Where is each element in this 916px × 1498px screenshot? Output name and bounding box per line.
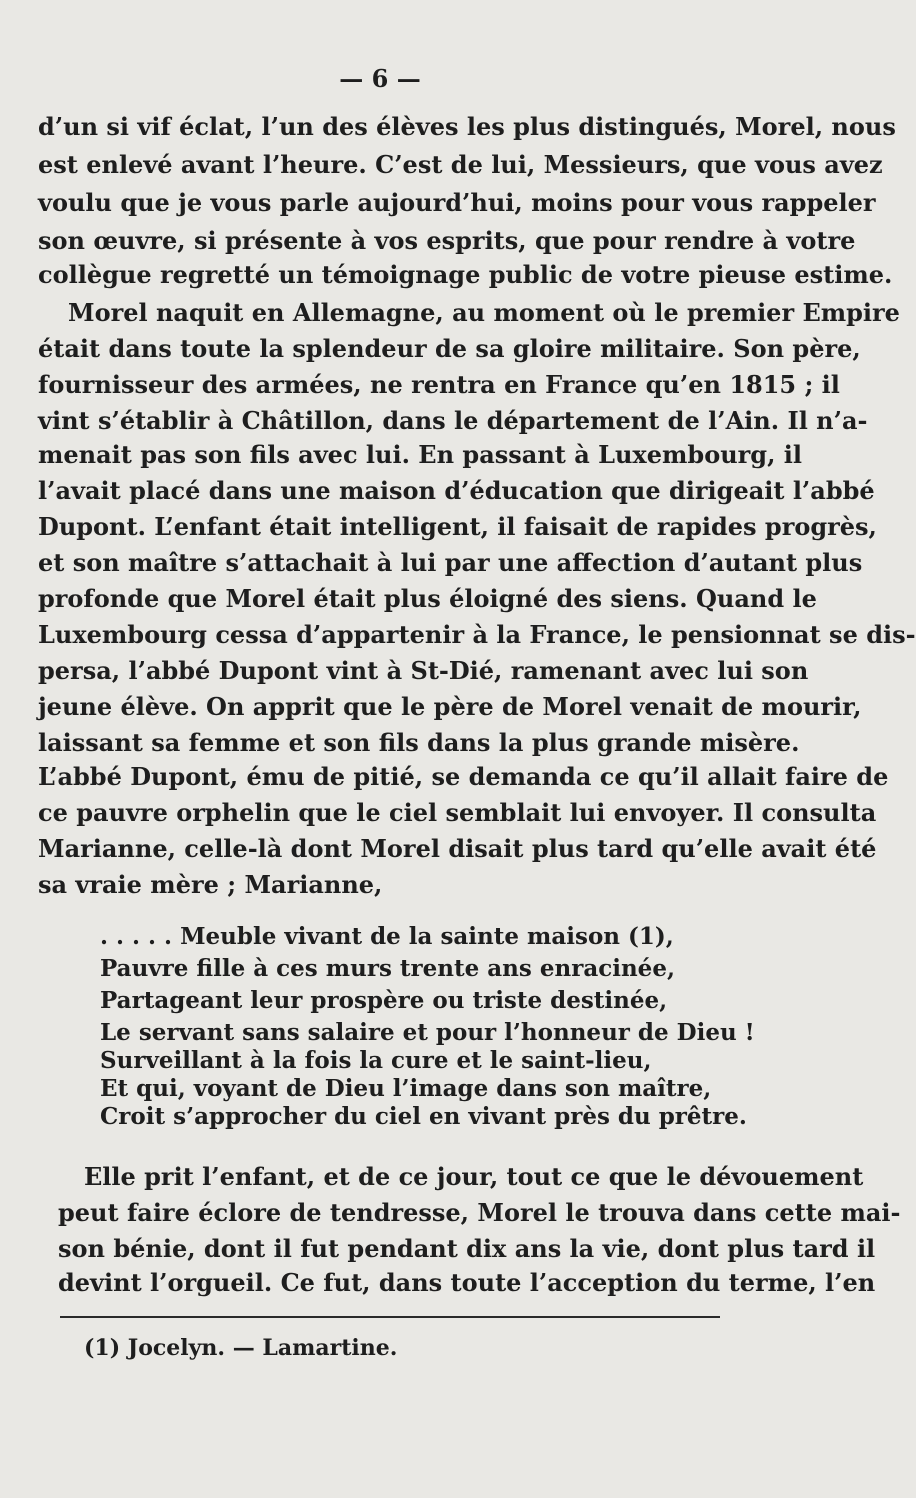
text-line: et son maître s’attachait à lui par une affection d’autant plus	[38, 548, 863, 577]
verse-line: Croit s’approcher du ciel en vivant près du prêtre.	[100, 1103, 747, 1130]
page-number: — 6 —	[339, 64, 421, 93]
verse-line: . . . . . Meuble vivant de la sainte maison (1),	[100, 923, 674, 950]
text-line: Elle prit l’enfant, et de ce jour, tout ce que le dévouement	[84, 1162, 864, 1191]
text-line: collègue regretté un témoignage public de votre pieuse estime.	[38, 260, 893, 289]
text-line: son œuvre, si présente à vos esprits, que pour rendre à votre	[38, 226, 856, 255]
verse-line: Partageant leur prospère ou triste destinée,	[100, 987, 668, 1014]
verse-line: Et qui, voyant de Dieu l’image dans son maître,	[100, 1075, 712, 1102]
text-line: son bénie, dont il fut pendant dix ans la vie, dont plus tard il	[58, 1234, 876, 1263]
footnote: (1) Jocelyn. — Lamartine.	[84, 1335, 398, 1361]
verse-line: Le servant sans salaire et pour l’honneur de Dieu !	[100, 1019, 755, 1046]
text-line: profonde que Morel était plus éloigné des siens. Quand le	[38, 584, 817, 613]
text-line: l’avait placé dans une maison d’éducation que dirigeait l’abbé	[38, 476, 875, 505]
text-line: L’abbé Dupont, ému de pitié, se demanda ce qu’il allait faire de	[38, 762, 889, 791]
verse-line: Pauvre fille à ces murs trente ans enracinée,	[100, 955, 675, 982]
text-line: d’un si vif éclat, l’un des élèves les plus distingués, Morel, nous	[38, 112, 896, 141]
text-line: peut faire éclore de tendresse, Morel le trouva dans cette mai-	[58, 1198, 901, 1227]
text-line: fournisseur des armées, ne rentra en France qu’en 1815 ; il	[38, 370, 840, 399]
text-line: était dans toute la splendeur de sa gloire militaire. Son père,	[38, 334, 861, 363]
verse-line: Surveillant à la fois la cure et le saint-lieu,	[100, 1047, 652, 1074]
text-line: Luxembourg cessa d’appartenir à la France, le pensionnat se dis-	[38, 620, 916, 649]
text-line: est enlevé avant l’heure. C’est de lui, Messieurs, que vous avez	[38, 150, 883, 179]
text-line: sa vraie mère ; Marianne,	[38, 870, 383, 899]
text-line: persa, l’abbé Dupont vint à St-Dié, ramenant avec lui son	[38, 656, 809, 685]
text-line: ce pauvre orphelin que le ciel semblait lui envoyer. Il consulta	[38, 798, 877, 827]
text-line: Marianne, celle-là dont Morel disait plus tard qu’elle avait été	[38, 834, 877, 863]
text-line: menait pas son fils avec lui. En passant à Luxembourg, il	[38, 440, 803, 469]
text-line: devint l’orgueil. Ce fut, dans toute l’acception du terme, l’en	[58, 1268, 876, 1297]
text-line: voulu que je vous parle aujourd’hui, moins pour vous rappeler	[38, 188, 876, 217]
text-line: jeune élève. On apprit que le père de Morel venait de mourir,	[38, 692, 862, 721]
text-line: Dupont. L’enfant était intelligent, il faisait de rapides progrès,	[38, 512, 877, 541]
footnote-divider	[60, 1316, 720, 1318]
text-line: Morel naquit en Allemagne, au moment où le premier Empire	[68, 298, 900, 327]
text-line: vint s’établir à Châtillon, dans le département de l’Ain. Il n’a-	[38, 406, 868, 435]
text-line: laissant sa femme et son fils dans la plus grande misère.	[38, 728, 800, 757]
